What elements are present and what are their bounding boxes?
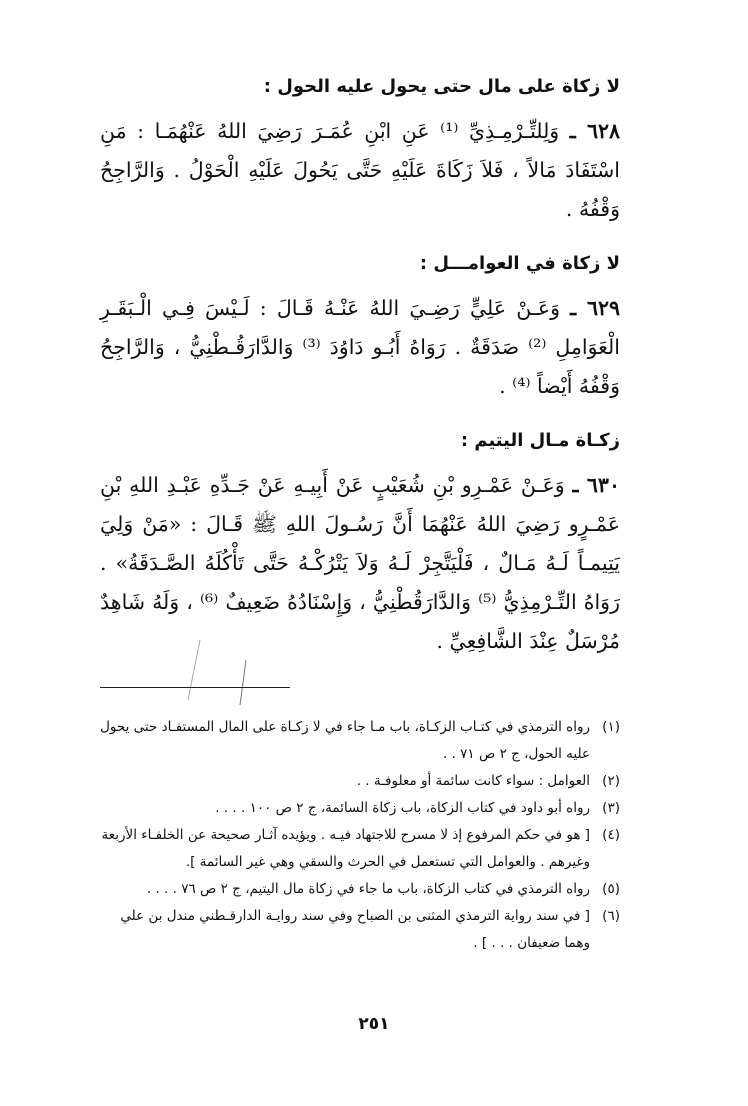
hadith-text: وَعَـنْ عَمْـرِو بْنِ شُعَيْبٍ عَنْ أَبِيـهِ عَنْ جَـدِّهِ عَبْـدِ اللهِ بْنِ عَمْـرٍو رَضِيَ اللهُ عَنْهُمَا أَنَّ رَسُـولَ اللهِ ﷺ قَـالَ : «مَنْ وَلِيَ يَتِيمـاً لَـهُ مَـالٌ ، فَلْيَتَّجِرْ لَـهُ وَلاَ يَتْرُكْـهُ حَتَّى تَأْكُلَهُ الصَّـدَقَةُ» . رَوَاهُ التِّـرْمِذِيُّ ⁽⁵⁾ وَالدَّارَقُطْنِيُّ ، وَإِسْنَادُهُ ضَعِيفٌ ⁽⁶⁾ ، وَلَهُ شَاهِدٌ مُرْسَلٌ عِنْدَ الشَّافِعِيِّ .: [100, 473, 620, 653]
footnote-text: رواه الترمذي في كتـاب الزكـاة، باب مـا جاء في لا زكـاة على المال المستفـاد حتى يحول عليه الحول، ج ٢ ص ٧١ . .: [100, 719, 590, 762]
hadith-number: ٦٢٩ ـ: [570, 296, 620, 320]
footnote-number: (١): [602, 719, 620, 735]
footnote-item: [100, 795, 620, 822]
hadith-number: ٦٣٠ ـ: [572, 473, 620, 497]
footnote-text: [ هو في حكم المرفوع إذ لا مسرح للاجتهاد فيـه . ويؤيده آثـار صحيحة عن الخلفـاء الأربعة وغيرهم . والعوامل التي تستعمل في الحرث والسقي وهي غير السائمة ].: [101, 827, 590, 870]
hadith-630: [100, 466, 620, 661]
section-3: [100, 424, 620, 661]
section-1: [100, 70, 620, 229]
hadith-number: ٦٢٨ ـ: [569, 119, 620, 143]
footnote-number: (٢): [602, 773, 620, 789]
footnote-text: العوامل : سواء كانت سائمة أو معلوفـة . .: [356, 773, 590, 789]
hadith-text: وَعَـنْ عَلِيٍّ رَضِـيَ اللهُ عَنْـهُ قَـالَ : لَـيْسَ فِـي الْـبَقَـرِ الْعَوَامِلِ ⁽²⁾ صَدَقَةٌ . رَوَاهُ أَبُـو دَاوُدَ ⁽³⁾ وَالدَّارَقُـطْنِيُّ ، وَالرَّاجِحُ وَقْفُهُ أَيْضاً ⁽⁴⁾ .: [100, 296, 620, 398]
footnote-text: رواه أبو داود في كتاب الزكاة، باب زكاة السائمة، ج ٢ ص ١٠٠ . . . .: [215, 800, 590, 816]
footnote-item: [100, 876, 620, 903]
page-number: ٢٥١: [358, 1014, 390, 1034]
footnote-item: [100, 822, 620, 876]
section-2: [100, 247, 620, 406]
footnote-number: (٤): [602, 827, 620, 843]
section-heading: زكـاة مـال اليتيم :: [460, 430, 620, 451]
footnote-text: [ في سند رواية الترمذي المثنى بن الصباح وفي سند روايـة الدارقـطني مندل بن علي وهما ضعيفان . . . ] .: [120, 908, 590, 951]
footnote-number: (٥): [602, 881, 620, 897]
section-heading: لا زكاة في العوامـــل :: [419, 253, 620, 274]
footnotes: [100, 714, 620, 957]
footnote-item: [100, 714, 620, 768]
footnote-text: رواه الترمذي في كتاب الزكاة، باب ما جاء في زكاة مال اليتيم، ج ٢ ص ٧٦ . . . .: [146, 881, 590, 897]
hadith-text: وَلِلتِّـرْمِـذِيِّ ⁽¹⁾ عَنِ ابْنِ عُمَـرَ رَضِيَ اللهُ عَنْهُمَـا : مَنِ اسْتَفَادَ مَالاً ، فَلاَ زَكَاةَ عَلَيْهِ حَتَّى يَحُولَ عَلَيْهِ الْحَوْلُ . وَالرَّاجِحُ وَقْفُهُ .: [100, 119, 620, 221]
footnote-divider: [100, 687, 290, 688]
footnote-number: (٦): [602, 908, 620, 924]
footnote-number: (٣): [602, 800, 620, 816]
hadith-629: [100, 289, 620, 406]
section-heading: لا زكاة على مال حتى يحول عليه الحول :: [263, 76, 620, 97]
hadith-628: [100, 112, 620, 229]
footnote-item: [100, 768, 620, 795]
main-text: [100, 70, 620, 679]
footnote-item: [100, 903, 620, 957]
